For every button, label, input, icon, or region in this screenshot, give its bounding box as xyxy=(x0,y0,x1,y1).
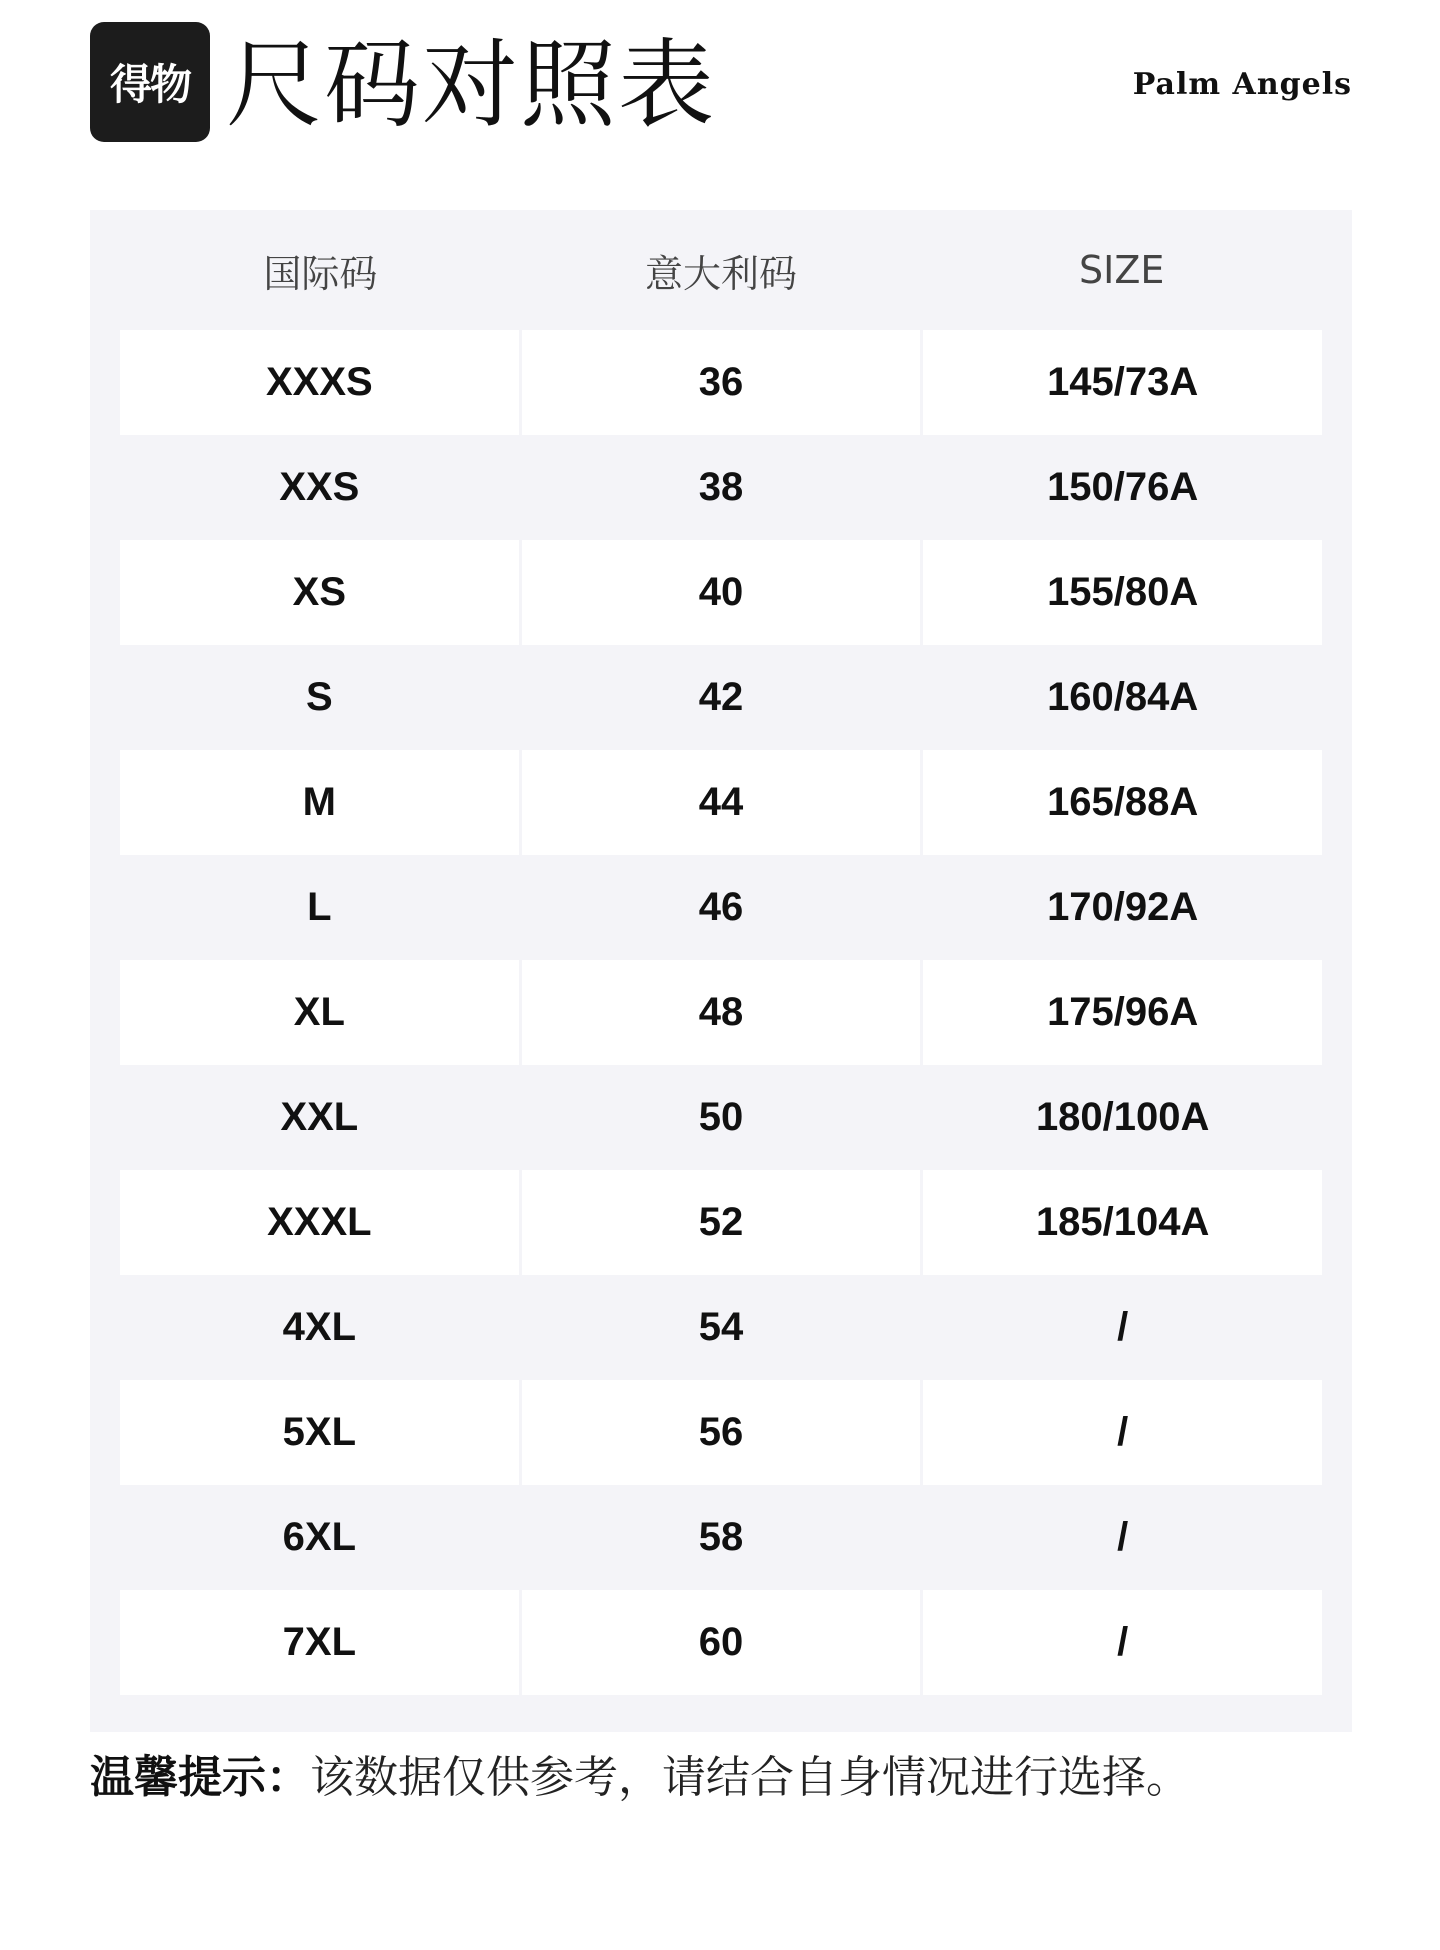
cell-international: S xyxy=(120,645,522,750)
cell-italian: 40 xyxy=(522,540,924,645)
cell-international: XXXL xyxy=(120,1170,522,1275)
cell-international: 7XL xyxy=(120,1590,522,1695)
table-row xyxy=(120,1065,1322,1170)
cell-international: 5XL xyxy=(120,1380,522,1485)
column-header-international: 国际码 xyxy=(263,251,378,296)
cell-italian: 46 xyxy=(522,855,924,960)
table-row xyxy=(120,750,1322,855)
cell-international: XXL xyxy=(120,1065,522,1170)
table-row xyxy=(120,330,1322,435)
cell-italian: 42 xyxy=(522,645,924,750)
cell-international: 4XL xyxy=(120,1275,522,1380)
cell-italian: 44 xyxy=(522,750,924,855)
cell-international: XXXS xyxy=(120,330,522,435)
tip-label: 温馨提示： xyxy=(90,1752,310,1803)
cell-italian: 48 xyxy=(522,960,924,1065)
tip-text: 该数据仅供参考，请结合自身情况进行选择。 xyxy=(310,1752,1190,1803)
cell-size: / xyxy=(923,1590,1322,1695)
cell-international: XS xyxy=(120,540,522,645)
table-header xyxy=(120,210,1322,330)
cell-international: 6XL xyxy=(120,1485,522,1590)
cell-size: 180/100A xyxy=(923,1065,1322,1170)
column-header-size: SIZE xyxy=(1078,248,1165,292)
table-row xyxy=(120,1590,1322,1695)
cell-size: 185/104A xyxy=(923,1170,1322,1275)
table-row xyxy=(120,1485,1322,1590)
cell-size: 150/76A xyxy=(923,435,1322,540)
cell-size: 160/84A xyxy=(923,645,1322,750)
cell-size: 145/73A xyxy=(923,330,1322,435)
brand-logo: Palm Angels xyxy=(1132,67,1352,102)
table-row xyxy=(120,960,1322,1065)
page-title: 尺码对照表 xyxy=(226,29,716,141)
cell-size: 175/96A xyxy=(923,960,1322,1065)
table-row xyxy=(120,645,1322,750)
cell-size: / xyxy=(923,1275,1322,1380)
cell-international: XL xyxy=(120,960,522,1065)
table-row xyxy=(120,1275,1322,1380)
cell-italian: 58 xyxy=(522,1485,924,1590)
cell-italian: 36 xyxy=(522,330,924,435)
tip-note xyxy=(90,1748,1190,1808)
cell-italian: 52 xyxy=(522,1170,924,1275)
cell-international: XXS xyxy=(120,435,522,540)
table-body xyxy=(120,330,1322,1695)
cell-italian: 60 xyxy=(522,1590,924,1695)
cell-size: 165/88A xyxy=(923,750,1322,855)
cell-size: / xyxy=(923,1380,1322,1485)
cell-italian: 56 xyxy=(522,1380,924,1485)
cell-size: / xyxy=(923,1485,1322,1590)
page-header xyxy=(90,22,1352,152)
app-logo xyxy=(90,22,210,142)
table-row xyxy=(120,855,1322,960)
cell-international: M xyxy=(120,750,522,855)
table-row xyxy=(120,540,1322,645)
cell-size: 170/92A xyxy=(923,855,1322,960)
cell-size: 155/80A xyxy=(923,540,1322,645)
cell-italian: 38 xyxy=(522,435,924,540)
cell-italian: 54 xyxy=(522,1275,924,1380)
cell-international: L xyxy=(120,855,522,960)
table-row xyxy=(120,435,1322,540)
table-row xyxy=(120,1380,1322,1485)
size-table xyxy=(90,210,1352,1732)
cell-italian: 50 xyxy=(522,1065,924,1170)
column-header-italian: 意大利码 xyxy=(645,251,798,296)
table-row xyxy=(120,1170,1322,1275)
app-logo-text: 得物 xyxy=(109,60,190,109)
